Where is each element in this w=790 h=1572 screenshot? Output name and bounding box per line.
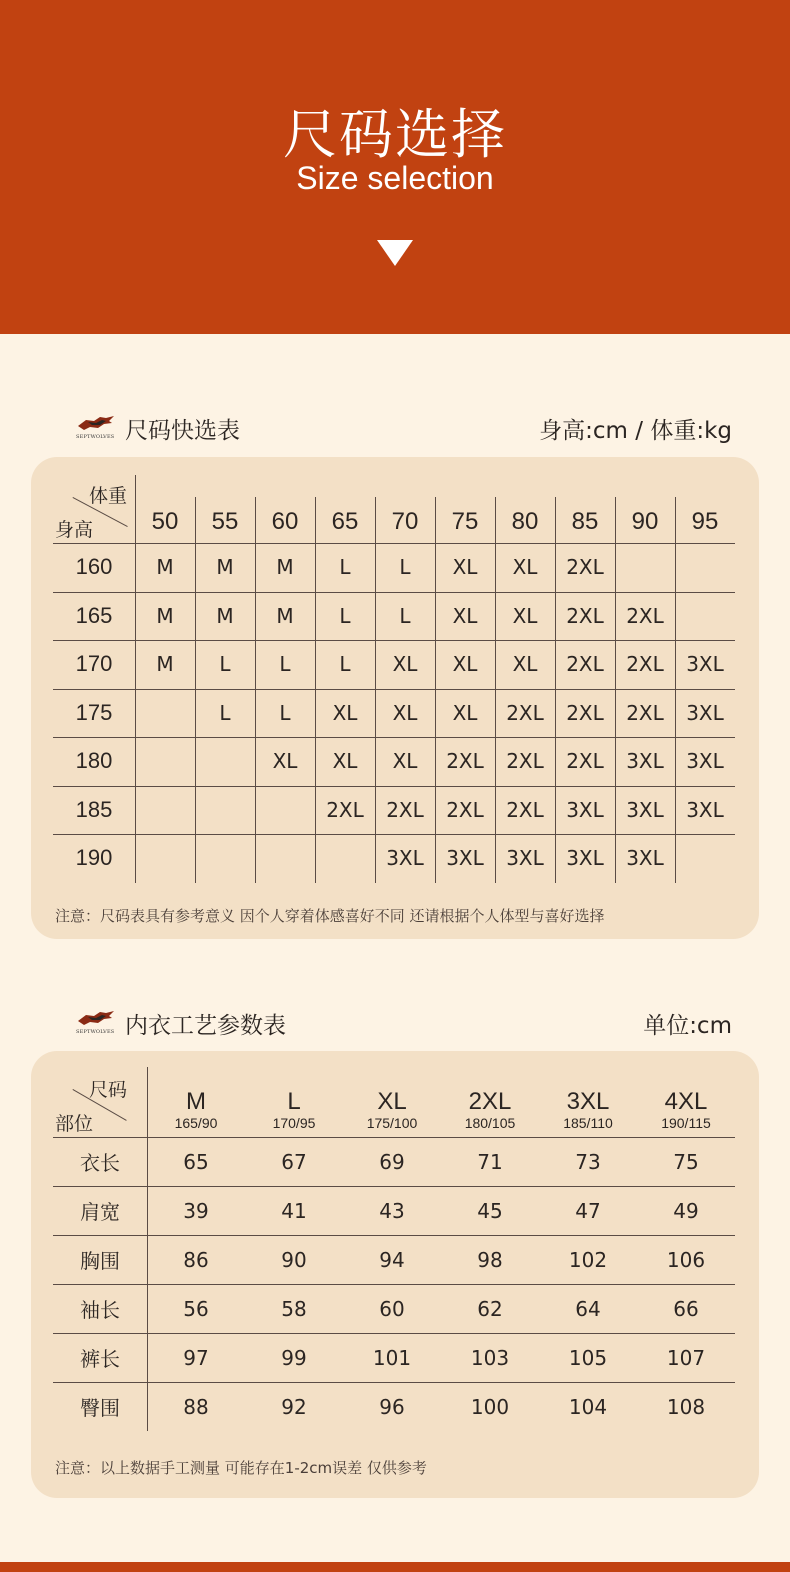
size-cell: [675, 834, 735, 883]
bottom-bar: [0, 1562, 790, 1572]
measure-cell: 47: [575, 1198, 601, 1223]
measure-cell: 62: [477, 1296, 503, 1321]
size-cell: L: [339, 555, 351, 580]
measure-cell: 45: [477, 1198, 503, 1223]
size-cell: XL: [332, 749, 358, 774]
params-section-title: 内衣工艺参数表: [125, 1013, 286, 1039]
size-cell: 2XL: [626, 700, 664, 725]
part-row-header: 袖长: [80, 1298, 120, 1322]
height-row-header: 185: [75, 796, 113, 822]
measure-cell: 90: [281, 1247, 307, 1272]
part-row-header: 裤长: [80, 1347, 120, 1371]
size-cell: 3XL: [686, 749, 724, 774]
measure-cell: 49: [673, 1198, 699, 1223]
measure-cell: 73: [575, 1149, 601, 1174]
size-cell: XL: [272, 749, 298, 774]
size-cell: 3XL: [626, 749, 664, 774]
size-header: [441, 1085, 539, 1135]
size-cell: 3XL: [446, 846, 484, 871]
height-row-header: 165: [75, 602, 113, 628]
size-cell: 2XL: [446, 749, 484, 774]
down-arrow-icon: [377, 240, 413, 266]
params-note: 注意：以上数据手工测量 可能存在1-2cm误差 仅供参考: [55, 1459, 427, 1477]
height-row-header: 160: [75, 554, 113, 580]
measure-cell: 108: [666, 1394, 706, 1419]
size-cell: 3XL: [566, 797, 604, 822]
size-cell: 2XL: [326, 797, 364, 822]
size-cell: 2XL: [566, 700, 604, 725]
part-row-header: 胸围: [80, 1249, 120, 1273]
part-row-header: 衣长: [80, 1151, 120, 1175]
size-cell: L: [279, 700, 291, 725]
size-cell: 3XL: [686, 700, 724, 725]
size-fit-label: 175/100: [366, 1115, 418, 1131]
weight-header: 50: [151, 508, 179, 535]
size-label: 2XL: [468, 1088, 512, 1115]
weight-header: 55: [211, 508, 239, 535]
size-header: [245, 1085, 343, 1135]
size-cell: 3XL: [386, 846, 424, 871]
measure-cell: 41: [281, 1198, 307, 1223]
weight-header: 80: [511, 508, 539, 535]
quick-size-card: [31, 457, 759, 939]
size-label: XL: [377, 1088, 407, 1115]
size-cell: XL: [512, 652, 538, 677]
brand-logo-text: SEPTWOLVES: [76, 434, 115, 440]
size-cell: 3XL: [626, 797, 664, 822]
quick-note: 注意：尺码表具有参考意义 因个人穿着体感喜好不同 还请根据个人体型与喜好选择: [55, 907, 605, 925]
measure-cell: 101: [372, 1345, 412, 1370]
size-cell: [195, 786, 255, 835]
header-banner: [0, 0, 790, 334]
weight-header: 75: [451, 508, 479, 535]
size-cell: 3XL: [566, 846, 604, 871]
size-cell: XL: [512, 555, 538, 580]
measure-cell: 104: [568, 1394, 608, 1419]
size-cell: [195, 737, 255, 786]
size-cell: [135, 689, 195, 738]
measure-cell: 60: [379, 1296, 405, 1321]
size-cell: [135, 786, 195, 835]
size-cell: [675, 543, 735, 592]
size-cell: L: [219, 652, 231, 677]
size-cell: XL: [392, 700, 418, 725]
measure-cell: 67: [281, 1149, 307, 1174]
size-cell: 2XL: [626, 603, 664, 628]
size-cell: XL: [512, 603, 538, 628]
size-cell: [195, 834, 255, 883]
measure-cell: 69: [379, 1149, 405, 1174]
size-cell: M: [156, 652, 174, 677]
measure-cell: 102: [568, 1247, 608, 1272]
size-cell: 2XL: [386, 797, 424, 822]
measure-cell: 92: [281, 1394, 307, 1419]
size-cell: 2XL: [506, 749, 544, 774]
size-cell: M: [216, 555, 234, 580]
size-cell: L: [339, 603, 351, 628]
size-fit-label: 165/90: [174, 1115, 218, 1131]
height-row-header: 180: [75, 748, 113, 774]
measure-cell: 58: [281, 1296, 307, 1321]
height-row-header: 170: [75, 651, 113, 677]
size-cell: [675, 592, 735, 641]
measure-cell: 88: [183, 1394, 209, 1419]
size-fit-label: 180/105: [464, 1115, 516, 1131]
measure-cell: 86: [183, 1247, 209, 1272]
size-cell: 3XL: [626, 846, 664, 871]
measure-cell: 43: [379, 1198, 405, 1223]
size-header: [637, 1085, 735, 1135]
measure-cell: 103: [470, 1345, 510, 1370]
size-cell: XL: [452, 652, 478, 677]
measure-cell: 105: [568, 1345, 608, 1370]
size-cell: XL: [392, 652, 418, 677]
size-cell: XL: [332, 700, 358, 725]
weight-header: 65: [331, 508, 359, 535]
size-cell: L: [399, 555, 411, 580]
size-cell: 3XL: [686, 652, 724, 677]
size-cell: M: [276, 555, 294, 580]
size-cell: 2XL: [506, 797, 544, 822]
size-cell: L: [399, 603, 411, 628]
size-cell: L: [279, 652, 291, 677]
size-fit-label: 190/115: [661, 1115, 711, 1131]
measure-cell: 99: [281, 1345, 307, 1370]
measure-cell: 65: [183, 1149, 209, 1174]
measure-cell: 66: [673, 1296, 699, 1321]
size-label: M: [186, 1088, 206, 1115]
measure-cell: 39: [183, 1198, 209, 1223]
size-cell: [315, 834, 375, 883]
size-header: [343, 1085, 441, 1135]
size-cell: M: [156, 555, 174, 580]
params-unit-label: 单位:cm: [643, 1013, 732, 1039]
size-fit-label: 170/95: [272, 1115, 316, 1131]
page-subtitle: Size selection: [296, 160, 494, 196]
weight-header: 60: [271, 508, 299, 535]
size-cell: 3XL: [686, 797, 724, 822]
size-cell: XL: [392, 749, 418, 774]
size-cell: 2XL: [446, 797, 484, 822]
size-cell: 2XL: [626, 652, 664, 677]
page-title: 尺码选择: [283, 103, 507, 166]
size-cell: L: [339, 652, 351, 677]
size-cell: [135, 834, 195, 883]
size-header: [539, 1085, 637, 1135]
measure-cell: 97: [183, 1345, 209, 1370]
size-label: 4XL: [664, 1088, 708, 1115]
size-cell: 2XL: [506, 700, 544, 725]
size-cell: M: [276, 603, 294, 628]
params-section-header: [0, 1005, 790, 1045]
size-cell: 2XL: [566, 555, 604, 580]
measure-cell: 96: [379, 1394, 405, 1419]
weight-header: 95: [691, 508, 719, 535]
measure-cell: 106: [666, 1247, 706, 1272]
size-cell: 2XL: [566, 749, 604, 774]
quick-unit-label: 身高:cm / 体重:kg: [539, 418, 732, 444]
size-cell: L: [219, 700, 231, 725]
height-row-header: 190: [75, 845, 113, 871]
weight-header: 85: [571, 508, 599, 535]
corner-size-label: 尺码: [89, 1079, 128, 1101]
quick-section-title: 尺码快选表: [125, 418, 240, 444]
size-label: 3XL: [566, 1088, 610, 1115]
weight-header: 90: [631, 508, 659, 535]
size-cell: 3XL: [506, 846, 544, 871]
brand-logo-text: SEPTWOLVES: [76, 1029, 115, 1035]
height-row-header: 175: [75, 699, 113, 725]
corner-part-label: 部位: [55, 1113, 94, 1135]
measure-cell: 71: [477, 1149, 503, 1174]
size-cell: 2XL: [566, 652, 604, 677]
size-cell: [255, 786, 315, 835]
size-fit-label: 185/110: [563, 1115, 613, 1131]
size-cell: 2XL: [566, 603, 604, 628]
size-label: L: [287, 1088, 301, 1115]
measure-cell: 94: [379, 1247, 405, 1272]
measure-cell: 56: [183, 1296, 209, 1321]
params-card: [31, 1051, 759, 1498]
size-cell: [615, 543, 675, 592]
corner-height-label: 身高: [55, 519, 94, 541]
corner-weight-label: 体重: [89, 485, 128, 507]
part-row-header: 臀围: [80, 1396, 120, 1420]
measure-cell: 64: [575, 1296, 601, 1321]
measure-cell: 98: [477, 1247, 503, 1272]
size-cell: [255, 834, 315, 883]
quick-section-header: [0, 410, 790, 450]
size-cell: XL: [452, 555, 478, 580]
measure-cell: 107: [666, 1345, 706, 1370]
measure-cell: 100: [470, 1394, 510, 1419]
size-cell: [135, 737, 195, 786]
weight-header: 70: [391, 508, 419, 535]
part-row-header: 肩宽: [80, 1200, 120, 1224]
size-cell: M: [216, 603, 234, 628]
size-cell: XL: [452, 603, 478, 628]
size-cell: XL: [452, 700, 478, 725]
size-header: [147, 1085, 245, 1135]
measure-cell: 75: [673, 1149, 699, 1174]
size-cell: M: [156, 603, 174, 628]
